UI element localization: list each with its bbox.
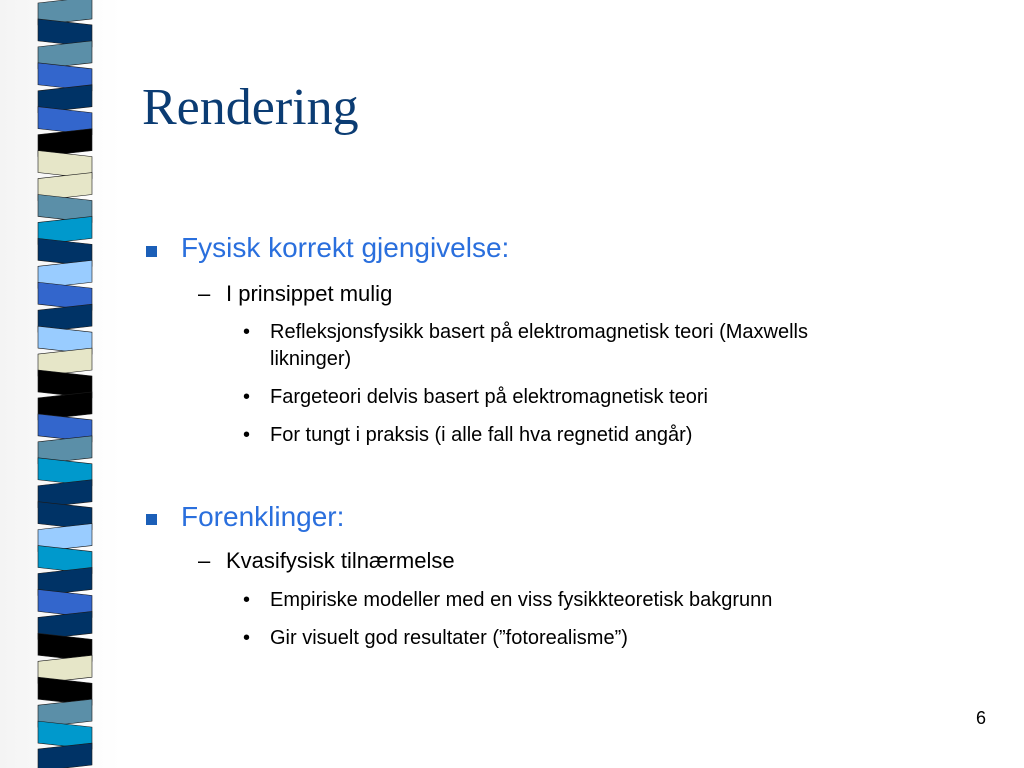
dot-bullet: • bbox=[243, 424, 251, 446]
list-item: Refleksjonsfysikk basert på elektromagnetisk teori (Maxwells bbox=[270, 321, 808, 343]
section-heading: Forenklinger: bbox=[181, 501, 345, 532]
dot-bullet: • bbox=[243, 589, 251, 611]
dash-bullet: – bbox=[198, 281, 211, 306]
list-item: For tungt i praksis (i alle fall hva regnetid angår) bbox=[270, 424, 693, 446]
dash-bullet: – bbox=[198, 548, 211, 573]
subheading: I prinsippet mulig bbox=[226, 281, 393, 306]
dot-bullet: • bbox=[243, 321, 251, 343]
dot-bullet: • bbox=[243, 627, 251, 649]
list-item: Empiriske modeller med en viss fysikkteoretisk bakgrunn bbox=[270, 589, 773, 611]
slide-title: Rendering bbox=[142, 79, 359, 136]
page-number: 6 bbox=[976, 708, 987, 728]
list-item-continuation: likninger) bbox=[270, 348, 352, 370]
section-heading: Fysisk korrekt gjengivelse: bbox=[181, 232, 510, 263]
list-item: Gir visuelt god resultater (”fotorealisme”) bbox=[270, 627, 628, 649]
dot-bullet: • bbox=[243, 386, 251, 408]
square-bullet-icon bbox=[146, 514, 157, 525]
square-bullet-icon bbox=[146, 246, 157, 257]
subheading: Kvasifysisk tilnærmelse bbox=[226, 548, 455, 573]
list-item: Fargeteori delvis basert på elektromagnetisk teori bbox=[270, 386, 708, 408]
